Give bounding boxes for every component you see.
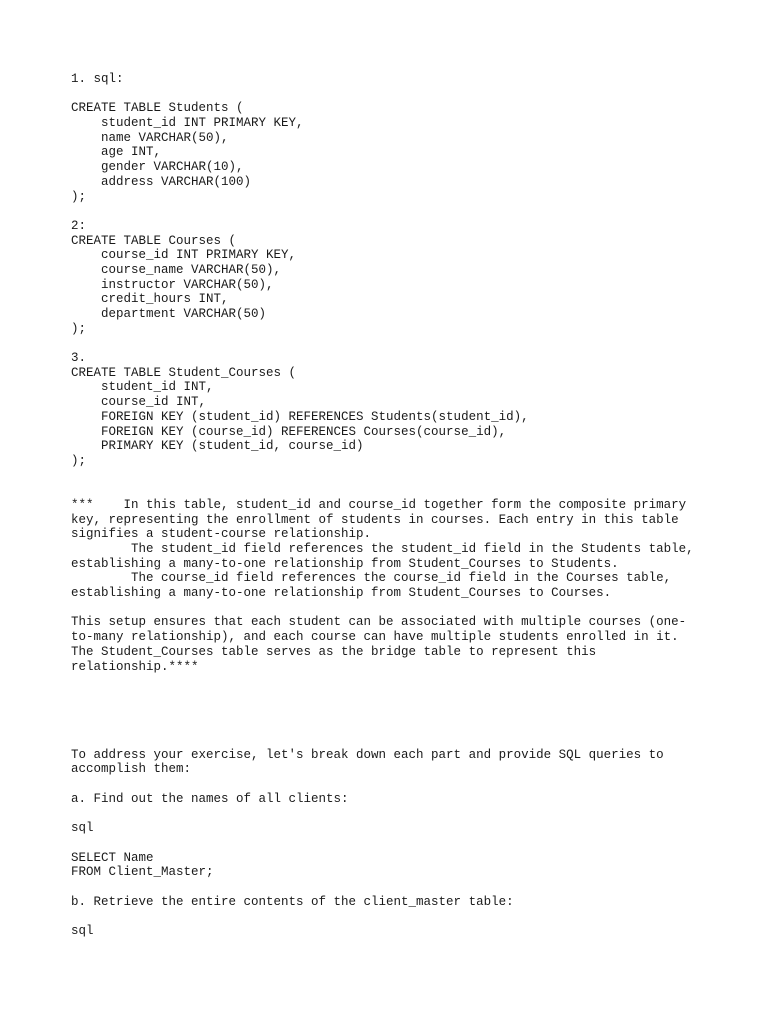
section1-code-block bbox=[71, 101, 731, 204]
code-line: SELECT Name bbox=[71, 850, 154, 865]
explanation-paragraph bbox=[71, 498, 731, 601]
section2-header: 2: bbox=[71, 218, 87, 233]
code-line: course_id INT PRIMARY KEY, bbox=[71, 248, 297, 263]
text-line: establishing a many-to-one relationship from Student_Courses to Students. bbox=[71, 556, 619, 571]
text-line: The Student_Courses table serves as the bridge table to represent this bbox=[71, 644, 597, 659]
text-line: The student_id field references the student_id field in the Students table, bbox=[71, 542, 694, 556]
code-line: ); bbox=[71, 189, 87, 204]
part-a-lang: sql bbox=[71, 821, 94, 836]
text-line: The course_id field references the course_id field in the Courses table, bbox=[71, 571, 672, 586]
code-line: CREATE TABLE Courses ( bbox=[71, 233, 237, 248]
spacer bbox=[71, 880, 731, 895]
spacer bbox=[71, 204, 731, 219]
spacer bbox=[71, 483, 731, 498]
exercise-intro-paragraph bbox=[71, 748, 731, 777]
spacer bbox=[71, 806, 731, 821]
part-a-label: a. Find out the names of all clients: bbox=[71, 791, 349, 806]
text-line: This setup ensures that each student can be associated with multiple courses (one- bbox=[71, 615, 687, 630]
part-a-code-block bbox=[71, 851, 731, 880]
document-page bbox=[71, 72, 731, 939]
text-line: to-many relationship), and each course can have multiple students enrolled in it. bbox=[71, 630, 679, 645]
code-line: FOREIGN KEY (student_id) REFERENCES Students(student_id), bbox=[71, 409, 529, 424]
part-b-label: b. Retrieve the entire contents of the client_master table: bbox=[71, 894, 514, 909]
spacer bbox=[71, 909, 731, 924]
code-line: credit_hours INT, bbox=[71, 292, 229, 307]
section3-code-block bbox=[71, 366, 731, 469]
code-line: department VARCHAR(50) bbox=[71, 307, 267, 321]
text-line: To address your exercise, let's break down each part and provide SQL queries to bbox=[71, 747, 664, 762]
spacer bbox=[71, 336, 731, 351]
spacer bbox=[71, 87, 731, 102]
text-line: *** In this table, student_id and course_id together form the composite primary bbox=[71, 497, 687, 512]
code-line: PRIMARY KEY (student_id, course_id) bbox=[71, 439, 364, 454]
spacer bbox=[71, 836, 731, 851]
code-line: age INT, bbox=[71, 145, 162, 160]
text-line: signifies a student-course relationship. bbox=[71, 527, 372, 542]
code-line: name VARCHAR(50), bbox=[71, 130, 229, 145]
part-b-lang: sql bbox=[71, 923, 94, 938]
section2-code-block bbox=[71, 234, 731, 337]
spacer bbox=[71, 469, 731, 484]
section3-header: 3. bbox=[71, 351, 87, 366]
text-line: establishing a many-to-one relationship from Student_Courses to Courses. bbox=[71, 586, 612, 601]
code-line: student_id INT, bbox=[71, 380, 214, 395]
code-line: CREATE TABLE Students ( bbox=[71, 101, 244, 116]
spacer bbox=[71, 674, 731, 748]
code-line: FOREIGN KEY (course_id) REFERENCES Courses(course_id), bbox=[71, 424, 507, 439]
code-line: address VARCHAR(100) bbox=[71, 174, 252, 189]
code-line: student_id INT PRIMARY KEY, bbox=[71, 116, 304, 131]
text-line: key, representing the enrollment of students in courses. Each entry in this table bbox=[71, 512, 679, 527]
code-line: CREATE TABLE Student_Courses ( bbox=[71, 365, 297, 380]
spacer bbox=[71, 777, 731, 792]
summary-paragraph bbox=[71, 615, 731, 674]
spacer bbox=[71, 601, 731, 616]
text-line: relationship.**** bbox=[71, 659, 199, 674]
code-line: instructor VARCHAR(50), bbox=[71, 277, 274, 292]
code-line: ); bbox=[71, 453, 87, 468]
code-line: course_name VARCHAR(50), bbox=[71, 262, 282, 277]
code-line: FROM Client_Master; bbox=[71, 865, 214, 880]
code-line: gender VARCHAR(10), bbox=[71, 160, 244, 175]
code-line: course_id INT, bbox=[71, 395, 207, 410]
code-line: ); bbox=[71, 321, 87, 336]
section1-header: 1. sql: bbox=[71, 72, 124, 86]
text-line: accomplish them: bbox=[71, 762, 192, 777]
